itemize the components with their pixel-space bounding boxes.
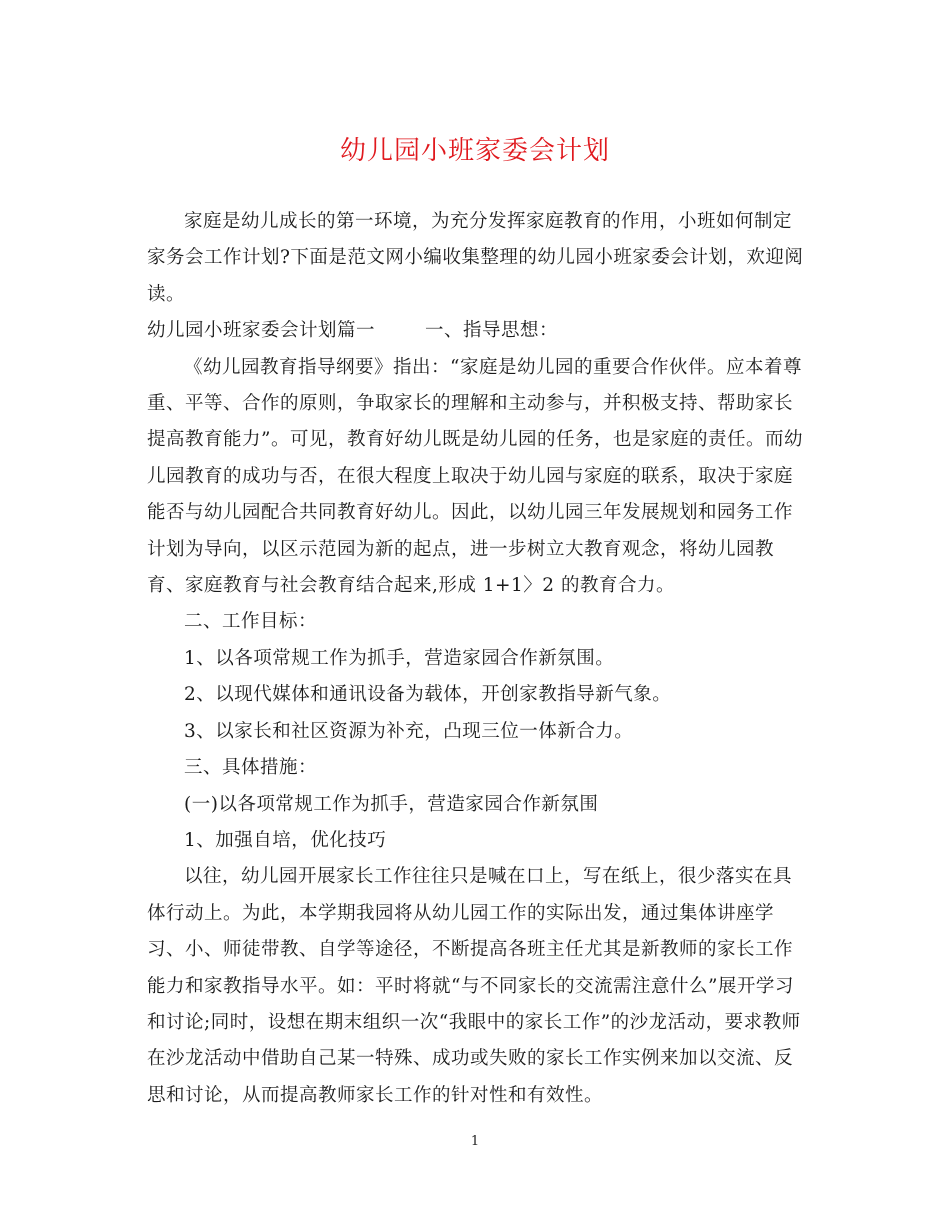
document-body — [147, 204, 807, 1114]
part-heading-row — [147, 313, 807, 349]
intro-paragraph: 家庭是幼儿成长的第一环境，为充分发挥家庭教育的作用，小班如何制定家务会工作计划?下面是范文网小编收集整理的幼儿园小班家委会计划，欢迎阅读。 — [147, 211, 804, 305]
measure1-paragraph: 以往，幼儿园开展家长工作往往只是喊在口上，写在纸上，很少落实在具体行动上。为此，本学期我园将从幼儿园工作的实际出发，通过集体讲座学习、小、师徒带教、自学等途径，不断提高各班主任尤其是新教师的家长工作能力和家教指导水平。如：平时将就“与不同家长的交流需注意什么”展开学习和讨论;同时，设想在期末组织一次“我眼中的家长工作”的沙龙活动，要求教师在沙龙活动中借助自己某一特殊、成功或失败的家长工作实例来加以交流、反思和讨论，从而提高教师家长工作的针对性和有效性。 — [147, 866, 801, 1106]
document-title: 幼儿园小班家委会计划 — [339, 136, 610, 166]
section1-heading: 一、指导思想： — [425, 320, 559, 342]
part-label: 幼儿园小班家委会计划篇一 — [147, 320, 376, 342]
goal-item-2: 2、以现代媒体和通讯设备为载体，开创家教指导新气象。 — [184, 684, 672, 706]
measure1-subheading: 1、加强自培，优化技巧 — [184, 829, 387, 851]
section2-heading: 二、工作目标： — [184, 611, 318, 633]
measure1-heading: (一)以各项常规工作为抓手，营造家园合作新氛围 — [184, 793, 599, 815]
section1-paragraph: 《幼儿园教育指导纲要》指出：“家庭是幼儿园的重要合作伙伴。应本着尊重、平等、合作的原则，争取家长的理解和主动参与，并积极支持、帮助家长提高教育能力”。可见，教育好幼儿既是幼儿园的任务，也是家庭的责任。而幼儿园教育的成功与否，在很大程度上取决于幼儿园与家庭的联系，取决于家庭能否与幼儿园配合共同教育好幼儿。因此，以幼儿园三年发展规划和园务工作计划为导向，以区示范园为新的起点，进一步树立大教育观念，将幼儿园教育、家庭教育与社会教育结合起来,形成 1+1〉2 的教育合力。 — [147, 356, 803, 597]
section3-heading: 三、具体措施： — [184, 757, 318, 779]
goal-item-1: 1、以各项常规工作为抓手，营造家园合作新氛围。 — [184, 647, 615, 669]
goal-item-3: 3、以家长和社区资源为补充，凸现三位一体新合力。 — [184, 720, 634, 742]
page-number: 1 — [470, 1134, 480, 1149]
